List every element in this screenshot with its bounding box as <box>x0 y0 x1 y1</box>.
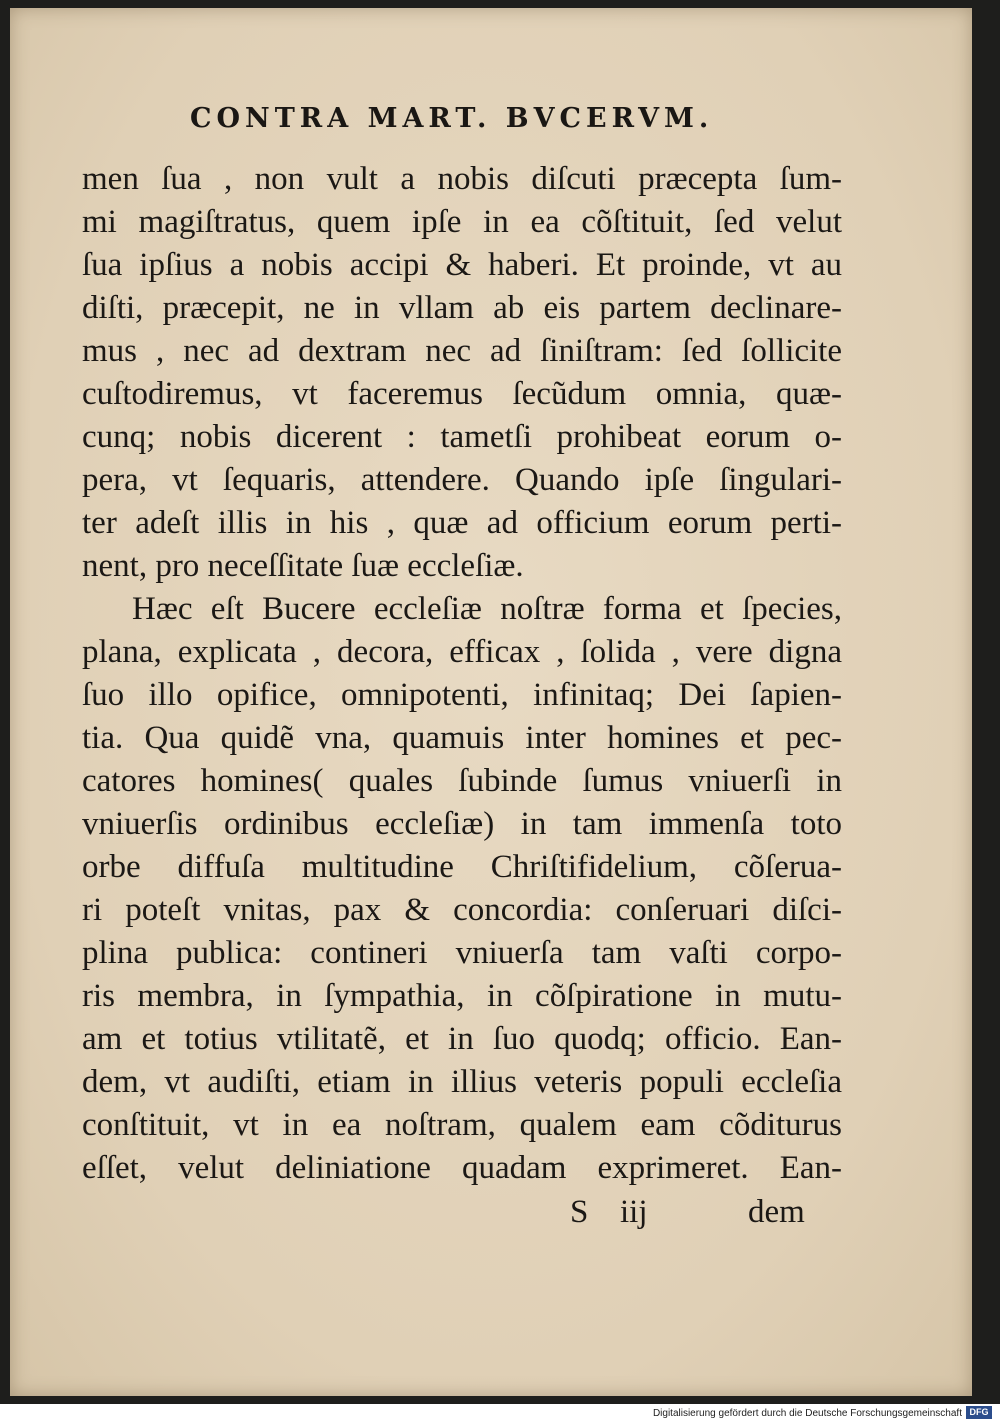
text-line: men ſua , non vult a nobis diſcuti præcepta ſum- <box>82 161 842 197</box>
text-line: plina publica: contineri vniuerſa tam vaſti corpo- <box>82 935 842 971</box>
text-line: ter adeſt illis in his , quæ ad officium eorum perti- <box>82 505 842 541</box>
text-line: pera, vt ſequaris, attendere. Quando ipſe ſingulari- <box>82 462 842 498</box>
text-line: ſua ipſius a nobis accipi & haberi. Et proinde, vt au <box>82 247 842 283</box>
text-line: am et totius vtilitatẽ, et in ſuo quodq; officio. Ean- <box>82 1021 842 1057</box>
text-line: catores homines( quales ſubinde ſumus vniuerſi in <box>82 763 842 799</box>
text-line: vniuerſis ordinibus eccleſiæ) in tam immenſa toto <box>82 806 842 842</box>
text-block <box>82 158 842 1190</box>
text-line: diſti, præcepit, ne in vllam ab eis partem declinare- <box>82 290 842 326</box>
footer-funding-note: Digitalisierung gefördert durch die Deutsche Forschungsgemeinschaft <box>652 1408 962 1419</box>
text-line: cunq; nobis dicerent : tametſi prohibeat eorum o- <box>82 419 842 455</box>
text-line: orbe diffuſa multitudine Chriſtifidelium, cõſerua- <box>82 849 842 885</box>
book-page <box>10 8 972 1396</box>
catchline <box>570 1194 820 1237</box>
text-line: eſſet, velut deliniatione quadam exprimeret. Ean- <box>82 1150 842 1186</box>
text-line: mus , nec ad dextram nec ad ſiniſtram: ſed ſollicite <box>82 333 842 369</box>
text-line: cuſtodiremus, vt faceremus ſecũdum omnia, quæ- <box>82 376 842 412</box>
signature-mark: S <box>570 1194 589 1230</box>
text-line: ri poteſt vnitas, pax & concordia: conſeruari diſci- <box>82 892 842 928</box>
text-line: plana, explicata , decora, efficax , ſolida , vere digna <box>82 634 842 670</box>
catchword: dem <box>748 1194 805 1230</box>
text-line: conſtituit, vt in ea noſtram, qualem eam cõditurus <box>82 1107 842 1143</box>
text-line: dem, vt audiſti, etiam in illius veteris populi eccleſia <box>82 1064 842 1100</box>
dfg-logo: DFG <box>966 1406 992 1419</box>
text-line: Hæc eſt Bucere eccleſiæ noſtræ forma et ſpecies, <box>132 591 842 627</box>
text-line: ſuo illo opifice, omnipotenti, infinitaq; Dei ſapien- <box>82 677 842 713</box>
text-line: ris membra, in ſympathia, in cõſpiratione in mutu- <box>82 978 842 1014</box>
text-line: mi magiſtratus, quem ipſe in ea cõſtituit, ſed velut <box>82 204 842 240</box>
text-line: tia. Qua quidẽ vna, quamuis inter homines et pec- <box>82 720 842 756</box>
signature-number: iij <box>620 1194 648 1230</box>
running-head: CONTRA MART. BVCERVM. <box>190 103 714 134</box>
text-line: nent, pro neceſſitate ſuæ eccleſiæ. <box>82 548 524 584</box>
